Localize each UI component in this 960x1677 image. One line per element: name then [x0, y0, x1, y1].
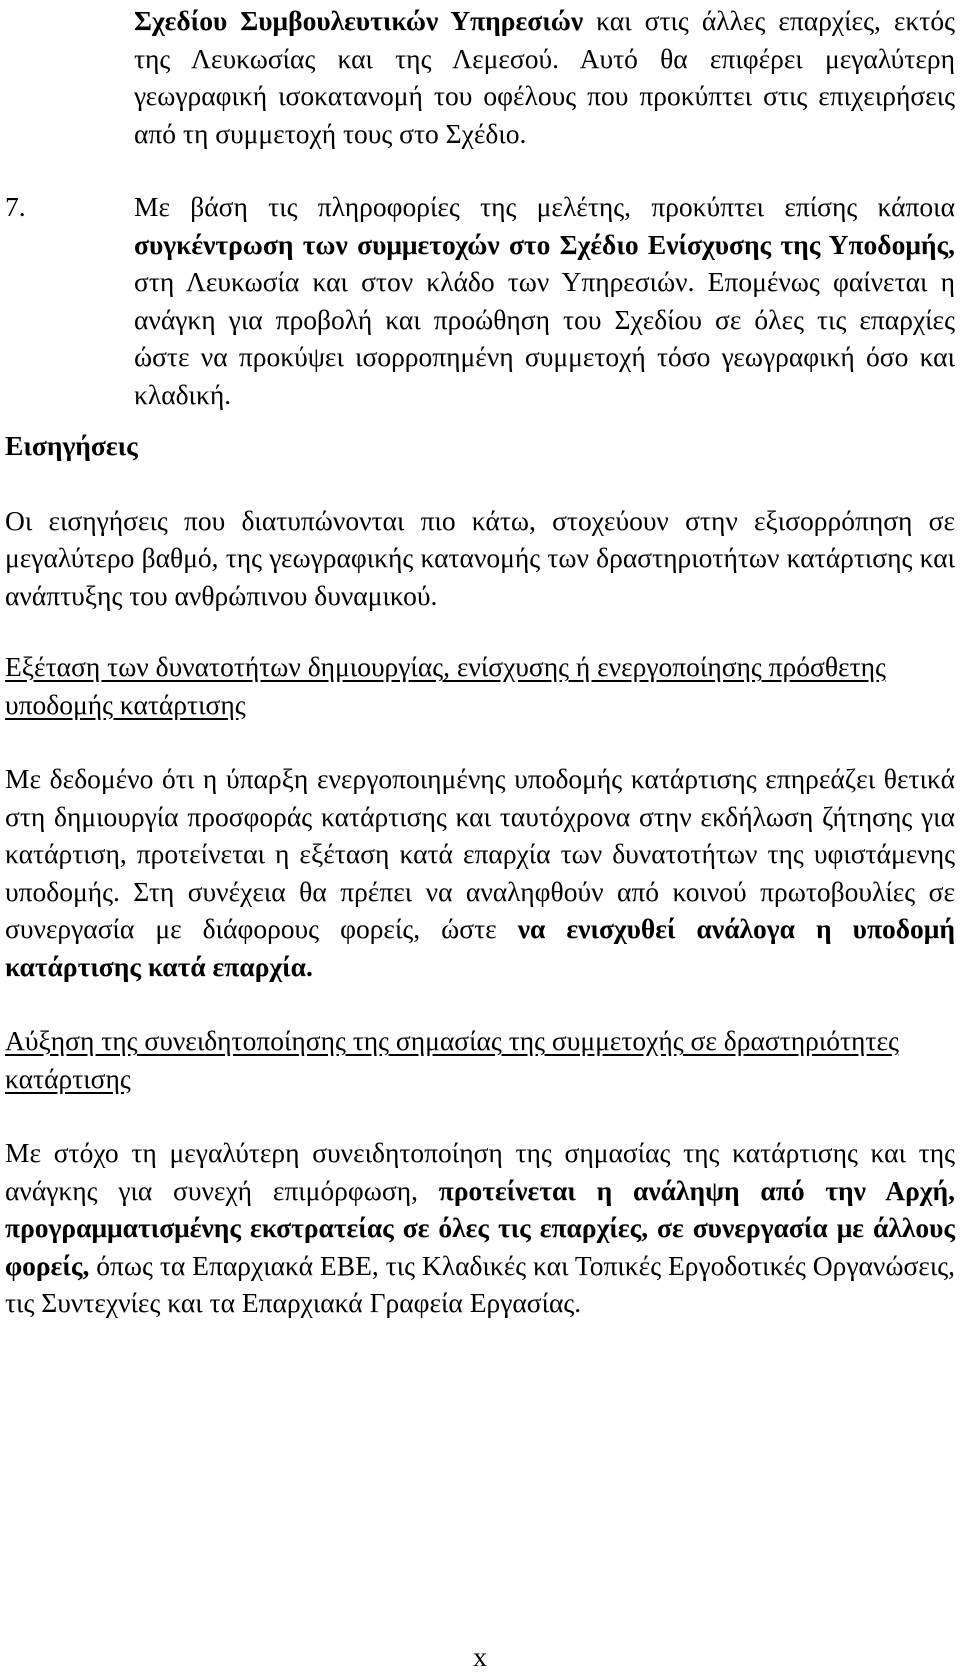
subsection-2-title: Αύξηση της συνειδητοποίησης της σημασίας της συμμετοχής σε δραστηριότητες κατάρτισης: [5, 1025, 899, 1094]
item-7: [5, 188, 955, 413]
continuation-paragraph: [5, 2, 955, 152]
subsection-2-text: Με στόχο τη μεγαλύτερη συνειδητοποίηση της σημασίας της κατάρτισης και της ανάγκης για συνεχή επιμόρφωση, προτείνεται η ανάληψη από την Αρχή, προγραμματισμένης εκστρατείας σε όλες τις επαρχίες, σε συνεργασία με άλλους φορείς, όπως τα Επαρχιακά ΕΒΕ, τις Κλαδικές και Τοπικές Εργοδοτικές Οργανώσεις, τις Συντεχνίες και τα Επαρχιακά Γραφεία Εργασίας.: [5, 1137, 955, 1318]
document-page: [5, 0, 955, 1677]
subsection-1-bold: να ενισχυθεί ανάλογα η υποδομή κατάρτισης κατά επαρχία.: [5, 913, 956, 982]
section-heading: Εισηγήσεις: [5, 430, 138, 461]
continuation-text: και στις άλλες επαρχίες, εκτός της Λευκωσίας και της Λεμεσού. Αυτό θα επιφέρει μεγαλύτερη γεωγραφική ισοκατανομή του οφέλους που προκύπτει στις επιχειρήσεις από τη συμμετοχή τους στο Σχέδιο.: [134, 5, 955, 149]
intro-paragraph: Οι εισηγήσεις που διατυπώνονται πιο κάτω, στοχεύουν στην εξισορρόπηση σε μεγαλύτερο βαθμό, της γεωγραφικής κατανομής των δραστηριοτήτων κατάρτισης και ανάπτυξης του ανθρώπινου δυναμικού.: [5, 504, 955, 611]
subsection-1-title: Εξέταση των δυνατοτήτων δημιουργίας, ενίσχυσης ή ενεργοποίησης πρόσθετης υποδομής κατάρτισης: [5, 651, 886, 720]
subsection-1-text: Με δεδομένο ότι η ύπαρξη ενεργοποιημένης υποδομής κατάρτισης επηρεάζει θετικά στη δημιουργία προσφοράς κατάρτισης και ταυτόχρονα στην εκδήλωση ζήτησης για κατάρτιση, προτείνεται η εξέταση κατά επαρχία των δυνατοτήτων της υφιστάμενης υποδομής. Στη συνέχεια θα πρέπει να αναληφθούν από κοινού πρωτοβουλίες σε συνεργασία με διάφορους φορείς, ώστε να ενισχυθεί ανάλογα η υποδομή κατάρτισης κατά επαρχία.: [5, 763, 956, 982]
item-7-bold: συγκέντρωση των συμμετοχών στο Σχέδιο Ενίσχυσης της Υποδομής,: [134, 228, 955, 260]
item-7-body: Με βάση τις πληροφορίες της μελέτης, προκύπτει επίσης κάποια συγκέντρωση των συμμετοχών στο Σχέδιο Ενίσχυσης της Υποδομής, στη Λευκωσία και στον κλάδο των Υπηρεσιών. Επομένως φαίνεται η ανάγκη για προβολή και προώθηση του Σχεδίου σε όλες τις επαρχίες ώστε να προκύψει ισορροπημένη συμμετοχή τόσο γεωγραφική όσο και κλαδική.: [134, 191, 955, 410]
item-number: 7.: [5, 191, 26, 222]
continuation-bold: Σχεδίου Συμβουλευτικών Υπηρεσιών: [134, 5, 584, 36]
subsection-2-bold: προτείνεται η ανάληψη από την Αρχή, προγραμματισμένης εκστρατείας σε όλες τις επαρχίες, σε συνεργασία με άλλους φορείς,: [5, 1174, 955, 1281]
page-number: x: [473, 1641, 487, 1672]
